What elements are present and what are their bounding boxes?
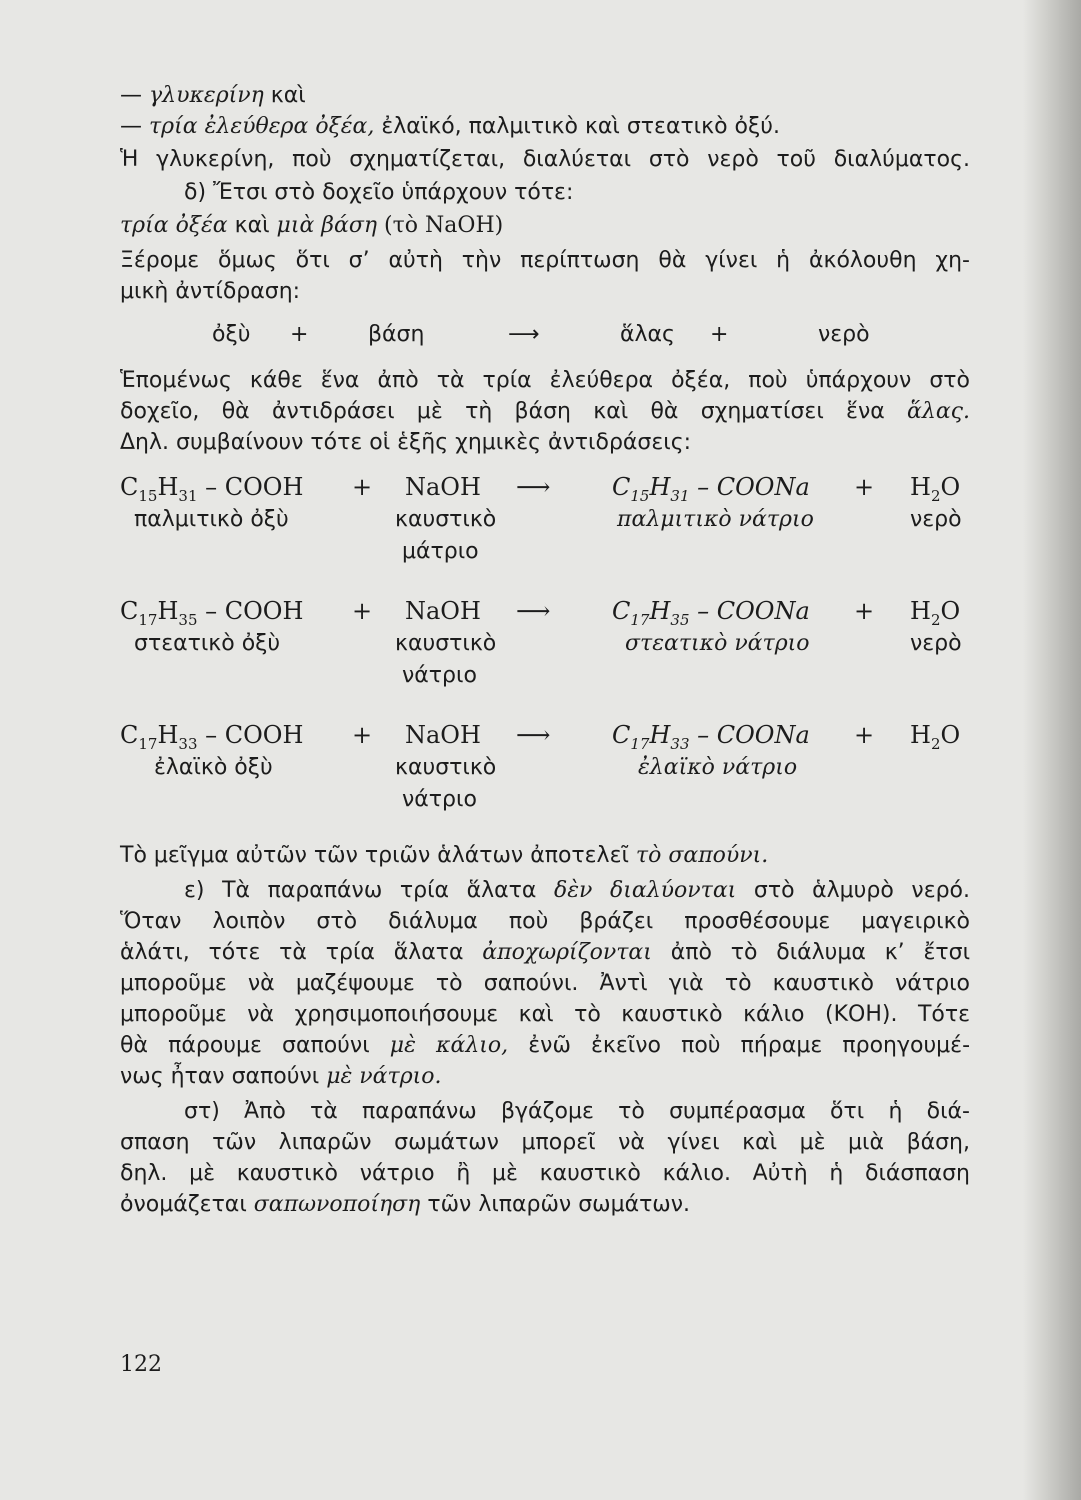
paragraph-line: Ἑπομένως κάθε ἕνα ἀπὸ τὰ τρία ἐλεύθερα ὀξέα, ποὺ ὑπάρχουν στὸ bbox=[120, 368, 970, 393]
scheme-acid: ὀξὺ bbox=[212, 322, 251, 347]
plus-sign: + bbox=[854, 473, 875, 501]
paragraph-line: δ) Ἔτσι στὸ δοχεῖο ὑπάρχουν τότε: bbox=[184, 180, 574, 205]
paragraph-line bbox=[120, 1030, 970, 1061]
plus-sign: + bbox=[854, 597, 875, 625]
reaction-arrow: ⟶ bbox=[516, 473, 551, 501]
plus-sign: + bbox=[352, 597, 373, 625]
water-formula: $H_2O$ bbox=[910, 597, 961, 629]
reaction-arrow: ⟶ bbox=[516, 597, 551, 625]
text: θὰ πάρουμε σαπούνι bbox=[120, 1033, 390, 1058]
paragraph-line: στ) Ἀπὸ τὰ παραπάνω βγάζομε τὸ συμπέρασμα ὅτι ἡ διά- bbox=[184, 1099, 970, 1124]
paragraph-line: Ὅταν λοιπὸν στὸ διάλυμα ποὺ βράζει προσθέσουμε μαγειρικὸ bbox=[120, 909, 970, 934]
emphasis: μὲ κάλιο, bbox=[389, 1033, 509, 1058]
scheme-salt: ἅλας bbox=[620, 322, 675, 347]
text: νως ἦταν σαπούνι bbox=[120, 1064, 327, 1089]
paragraph-line: Ἡ γλυκερίνη, ποὺ σχηματίζεται, διαλύεται στὸ νερὸ τοῦ διαλύματος. bbox=[120, 147, 970, 172]
text: Τὸ μεῖγμα αὐτῶν τῶν τριῶν ἁλάτων ἀποτελεῖ bbox=[120, 843, 636, 868]
paragraph-line bbox=[120, 210, 970, 241]
acid-name: παλμιτικὸ ὀξὺ bbox=[134, 507, 289, 532]
dash: — bbox=[120, 83, 149, 108]
base-name: μάτριο bbox=[402, 539, 479, 564]
emphasis: τὸ σαπούνι. bbox=[635, 843, 769, 868]
emphasis: τρία ἐλεύθερα ὀξέα, bbox=[149, 114, 375, 139]
acid-name: ἐλαϊκὸ ὀξὺ bbox=[154, 755, 273, 780]
emphasis: σαπωνοποίηση bbox=[253, 1192, 421, 1217]
emphasis: ἅλας. bbox=[907, 399, 970, 424]
text: καὶ bbox=[227, 213, 277, 238]
base-formula: NaOH bbox=[405, 597, 481, 625]
list-item-glycerin bbox=[120, 80, 970, 111]
paragraph-line: μποροῦμε νὰ χρησιμοποιήσουμε καὶ τὸ καυστικὸ κάλιο (ΚΟΗ). Τότε bbox=[120, 1002, 970, 1027]
paragraph-line: μποροῦμε νὰ μαζέψουμε τὸ σαπούνι. Ἀντὶ γιὰ τὸ καυστικὸ νάτριο bbox=[120, 971, 970, 996]
base-name: νάτριο bbox=[402, 787, 477, 812]
base-formula: NaOH bbox=[405, 721, 481, 749]
text: ὀνομάζεται bbox=[120, 1192, 254, 1217]
paragraph-line: Δηλ. συμβαίνουν τότε οἱ ἑξῆς χημικὲς ἀντιδράσεις: bbox=[120, 430, 692, 455]
emphasis: μιὰ βάση bbox=[276, 213, 378, 238]
page-edge-shadow bbox=[1023, 0, 1081, 1500]
paragraph-line: δηλ. μὲ καυστικὸ νάτριο ἢ μὲ καυστικὸ κάλιο. Αὐτὴ ἡ διάσπαση bbox=[120, 1161, 970, 1186]
acid-formula: $C_{17}H_{35}$ – COOH bbox=[120, 597, 304, 629]
scheme-arrow: ⟶ bbox=[508, 322, 540, 347]
base-name: καυστικὸ bbox=[395, 755, 497, 780]
plus-sign: + bbox=[854, 721, 875, 749]
list-item-acids bbox=[120, 111, 970, 142]
emphasis: μὲ νάτριο. bbox=[326, 1064, 442, 1089]
salt-formula: $C_{17}H_{33}$ – COONa bbox=[612, 721, 810, 753]
text: στὸ ἁλμυρὸ νερό. bbox=[736, 878, 970, 903]
emphasis: δὲν διαλύονται bbox=[553, 878, 737, 903]
emphasis: τρία ὀξέα bbox=[120, 213, 228, 238]
text: ἐλαϊκό, παλμιτικὸ καὶ στεατικὸ ὀξύ. bbox=[374, 114, 780, 139]
salt-name: στεατικὸ νάτριο bbox=[625, 631, 810, 656]
base-formula: NaOH bbox=[405, 473, 481, 501]
water-name: νερὸ bbox=[910, 507, 962, 532]
acid-formula: $C_{15}H_{31}$ – COOH bbox=[120, 473, 304, 505]
reaction-palmitic bbox=[120, 472, 970, 596]
paragraph-line: μικὴ ἀντίδραση: bbox=[120, 279, 301, 304]
page-body bbox=[120, 70, 970, 1220]
dash: — bbox=[120, 114, 149, 139]
salt-formula: $C_{17}H_{35}$ – COONa bbox=[612, 597, 810, 629]
scheme-plus: + bbox=[290, 322, 309, 347]
text: ἀπὸ τὸ διάλυμα κ’ ἔτσι bbox=[651, 940, 971, 965]
paragraph-line bbox=[120, 396, 970, 427]
text: ἁλάτι, τότε τὰ τρία ἅλατα bbox=[120, 940, 483, 965]
plus-sign: + bbox=[352, 721, 373, 749]
scheme-base: βάση bbox=[368, 322, 425, 347]
paragraph-line bbox=[120, 1061, 970, 1092]
paragraph-line bbox=[120, 875, 970, 906]
plus-sign: + bbox=[352, 473, 373, 501]
reaction-arrow: ⟶ bbox=[516, 721, 551, 749]
salt-name: ἐλαϊκὸ νάτριο bbox=[638, 755, 798, 780]
water-name: νερὸ bbox=[910, 631, 962, 656]
water-formula: $H_2O$ bbox=[910, 473, 961, 505]
paragraph-line bbox=[120, 1189, 970, 1220]
text: δοχεῖο, θὰ ἀντιδράσει μὲ τὴ βάση καὶ θὰ σχηματίσει ἕνα bbox=[120, 399, 908, 424]
general-reaction-scheme bbox=[120, 319, 970, 359]
water-formula: $H_2O$ bbox=[910, 721, 961, 753]
base-name: νάτριο bbox=[402, 663, 477, 688]
acid-formula: $C_{17}H_{33}$ – COOH bbox=[120, 721, 304, 753]
salt-formula: $C_{15}H_{31}$ – COONa bbox=[612, 473, 810, 505]
paragraph-line: Ξέρομε ὅμως ὅτι σ’ αὐτὴ τὴν περίπτωση θὰ γίνει ἡ ἀκόλουθη χη- bbox=[120, 248, 970, 273]
scheme-plus: + bbox=[710, 322, 729, 347]
reaction-oleic bbox=[120, 720, 970, 834]
paragraph-line bbox=[120, 840, 970, 871]
text: καὶ bbox=[263, 83, 306, 108]
base-name: καυστικὸ bbox=[395, 631, 497, 656]
text: τῶν λιπαρῶν σωμάτων. bbox=[420, 1192, 691, 1217]
paragraph-line bbox=[120, 937, 970, 968]
emphasis: γλυκερίνη bbox=[149, 83, 264, 108]
paragraph-line: σπαση τῶν λιπαρῶν σωμάτων μπορεῖ νὰ γίνει καὶ μὲ μιὰ βάση, bbox=[120, 1130, 970, 1155]
salt-name: παλμιτικὸ νάτριο bbox=[617, 507, 814, 532]
text: (τὸ NaOH) bbox=[377, 213, 504, 238]
text: ε) Τὰ παραπάνω τρία ἅλατα bbox=[184, 878, 554, 903]
page-number: 122 bbox=[120, 1352, 162, 1377]
reaction-stearic bbox=[120, 596, 970, 720]
scheme-water: νερὸ bbox=[818, 322, 870, 347]
base-name: καυστικὸ bbox=[395, 507, 497, 532]
text: ἐνῶ ἐκεῖνο ποὺ πήραμε προηγουμέ- bbox=[508, 1033, 971, 1058]
emphasis: ἀποχωρίζονται bbox=[482, 940, 652, 965]
acid-name: στεατικὸ ὀξὺ bbox=[134, 631, 281, 656]
